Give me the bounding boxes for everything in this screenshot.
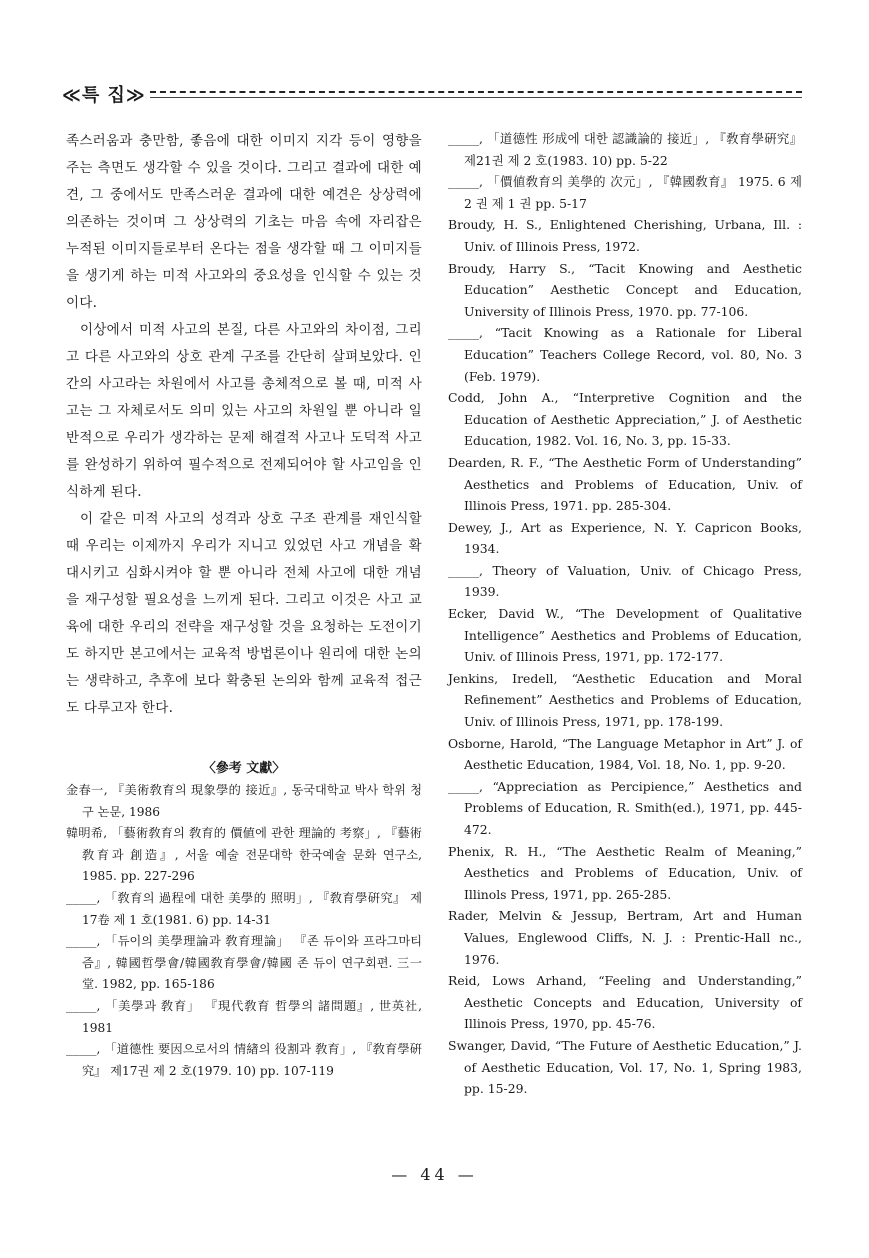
reference-entry: _____, 「道德性 要因으로서의 情緖의 役割과 敎育」, 『敎育學硏究』 제17권 제 2 호(1979. 10) pp. 107-119 [66, 1042, 422, 1078]
reference-entry: Broudy, Harry S., “Tacit Knowing and Aesthetic Education” Aesthetic Concept and Education, University of Illinois Press, 1970. pp. 77-106. [448, 260, 802, 319]
reference-entry: Ecker, David W., “The Development of Qualitative Intelligence” Aesthetics and Problems of Education, Univ. of Illinois Press, 1971, pp. 172-177. [448, 606, 802, 665]
reference-entry: 韓明希, 「藝術敎育의 敎育的 價値에 관한 理論的 考察」, 『藝術敎育과 創造』, 서울 예술 전문대학 한국예술 문화 연구소, 1985. pp. 227-296 [66, 826, 422, 884]
reference-entry: Reid, Lows Arhand, “Feeling and Understanding,” Aesthetic Concepts and Education, University of Illinois Press, 1970, pp. 45-76. [448, 973, 802, 1032]
right-column [448, 128, 802, 1100]
reference-entry: _____, 「道德性 形成에 대한 認識論的 接近」, 『敎育學硏究』 제21권 제 2 호(1983. 10) pp. 5-22 [448, 131, 802, 168]
reference-entry: _____, Theory of Valuation, Univ. of Chicago Press, 1939. [448, 562, 802, 600]
page-number: — 44 — [391, 1165, 478, 1184]
reference-entry: Dearden, R. F., “The Aesthetic Form of Understanding” Aesthetics and Problems of Education, Univ. of Illinois Press, 1971. pp. 285-304. [448, 454, 802, 514]
body-paragraph: 이 같은 미적 사고의 성격과 상호 구조 관계를 재인식할 때 우리는 이제까지 우리가 지니고 있었던 사고 개념을 확대시키고 심화시켜야 할 뿐 아니라 전체 사고에 대한 개념을 재구성할 필요성을 느끼게 된다. 그리고 이것은 사고 교육에 대한 우리의 전략을 재구성할 것을 요청하는 도전이기도 하지만 본고에서는 교육적 방법론이나 원리에 대한 논의는 생략하고, 추후에 보다 확충된 논의와 함께 교육적 접근도 다루고자 한다. [66, 511, 422, 716]
reference-entry: Osborne, Harold, “The Language Metaphor in Art” J. of Aesthetic Education, 1984, Vol. 18, No. 1, pp. 9-20. [448, 735, 802, 773]
reference-entry: Rader, Melvin & Jessup, Bertram, Art and Human Values, Englewood Cliffs, N. J. : Prentic-Hall nc., 1976. [448, 908, 802, 967]
reference-entry: _____, “Appreciation as Percipience,” Aesthetics and Problems of Education, R. Smith(ed.), 1971, pp. 445-472. [448, 778, 802, 837]
body-paragraph: 이상에서 미적 사고의 본질, 다른 사고와의 차이점, 그리고 다른 사고와의 상호 관계 구조를 간단히 살펴보았다. 인간의 사고라는 차원에서 사고를 총체적으로 볼 때, 미적 사고는 그 자체로서도 의미 있는 사고의 차원일 뿐 아니라 일반적으로 우리가 생각하는 문제 해결적 사고나 도덕적 사고를 완성하기 위하여 필수적으로 전제되어야 할 사고임을 인식하게 된다. [66, 322, 422, 500]
reference-entry: Jenkins, Iredell, “Aesthetic Education and Moral Refinement” Aesthetics and Problems of Education, Univ. of Illinois Press, 1971, pp. 178-199. [448, 670, 802, 730]
reference-entry: _____, 「價値敎育의 美學的 次元」, 『韓國敎育』 1975. 6 제 2 권 제 1 권 pp. 5-17 [448, 174, 802, 211]
section-label: ≪특 집≫ [62, 85, 146, 106]
reference-entry: Broudy, H. S., Enlightened Cherishing, Urbana, Ill. : Univ. of Illinois Press, 1972. [448, 217, 802, 254]
reference-entry: _____, 「敎育의 過程에 대한 美學的 照明」, 『敎育學硏究』 제17卷 제 1 호(1981. 6) pp. 14-31 [66, 890, 422, 927]
section-header [62, 80, 802, 108]
references-title: 〈參考 文獻〉 [202, 761, 286, 776]
references-list-left [66, 780, 422, 1082]
reference-entry: Phenix, R. H., “The Aesthetic Realm of Meaning,” Aesthetics and Problems of Education, Univ. of Illinols Press, 1971, pp. 265-285. [448, 843, 802, 902]
reference-entry: Swanger, David, “The Future of Aesthetic Education,” J. of Aesthetic Education, Vol. 17, No. 1, Spring 1983, pp. 15-29. [448, 1037, 802, 1097]
reference-entry: 金春一, 『美術敎育의 現象學的 接近』, 동국대학교 박사 학위 청구 논문, 1986 [66, 783, 422, 819]
reference-entry: _____, “Tacit Knowing as a Rationale for Liberal Education” Teachers College Record, vol. 80, No. 3 (Feb. 1979). [448, 325, 802, 384]
header-rule [150, 91, 802, 98]
body-paragraph: 족스러움과 충만함, 좋음에 대한 이미지 지각 등이 영향을 주는 측면도 생각할 수 있을 것이다. 그리고 결과에 대한 예견, 그 중에서도 만족스러운 결과에 대한 예견은 상상력에 의존하는 것이며 그 상상력의 기초는 마음 속에 자리잡은 누적된 이미지들로부터 온다는 점을 생각할 때 그 이미지들을 생기게 하는 미적 사고와의 중요성을 인식할 수 있는 것이다. [66, 133, 422, 311]
reference-entry: _____, 「美學과 敎育」 『現代敎育 哲學의 諸問題』, 世英社, 1981 [66, 998, 422, 1035]
reference-entry: _____, 「듀이의 美學理論과 敎育理論」 『존 듀이와 프라그마티즘』, 韓國哲學會/韓國敎育學會/韓國 존 듀이 연구회편. 三一堂. 1982, pp. 165-186 [66, 934, 422, 992]
reference-entry: Codd, John A., “Interpretive Cognition and the Education of Aesthetic Appreciation,” J. of Aesthetic Education, 1982. Vol. 16, No. 3, pp. 15-33. [448, 390, 802, 449]
left-column [66, 128, 422, 1082]
references-list-right [448, 128, 802, 1100]
reference-entry: Dewey, J., Art as Experience, N. Y. Capricon Books, 1934. [448, 519, 802, 557]
body-text [66, 128, 422, 722]
